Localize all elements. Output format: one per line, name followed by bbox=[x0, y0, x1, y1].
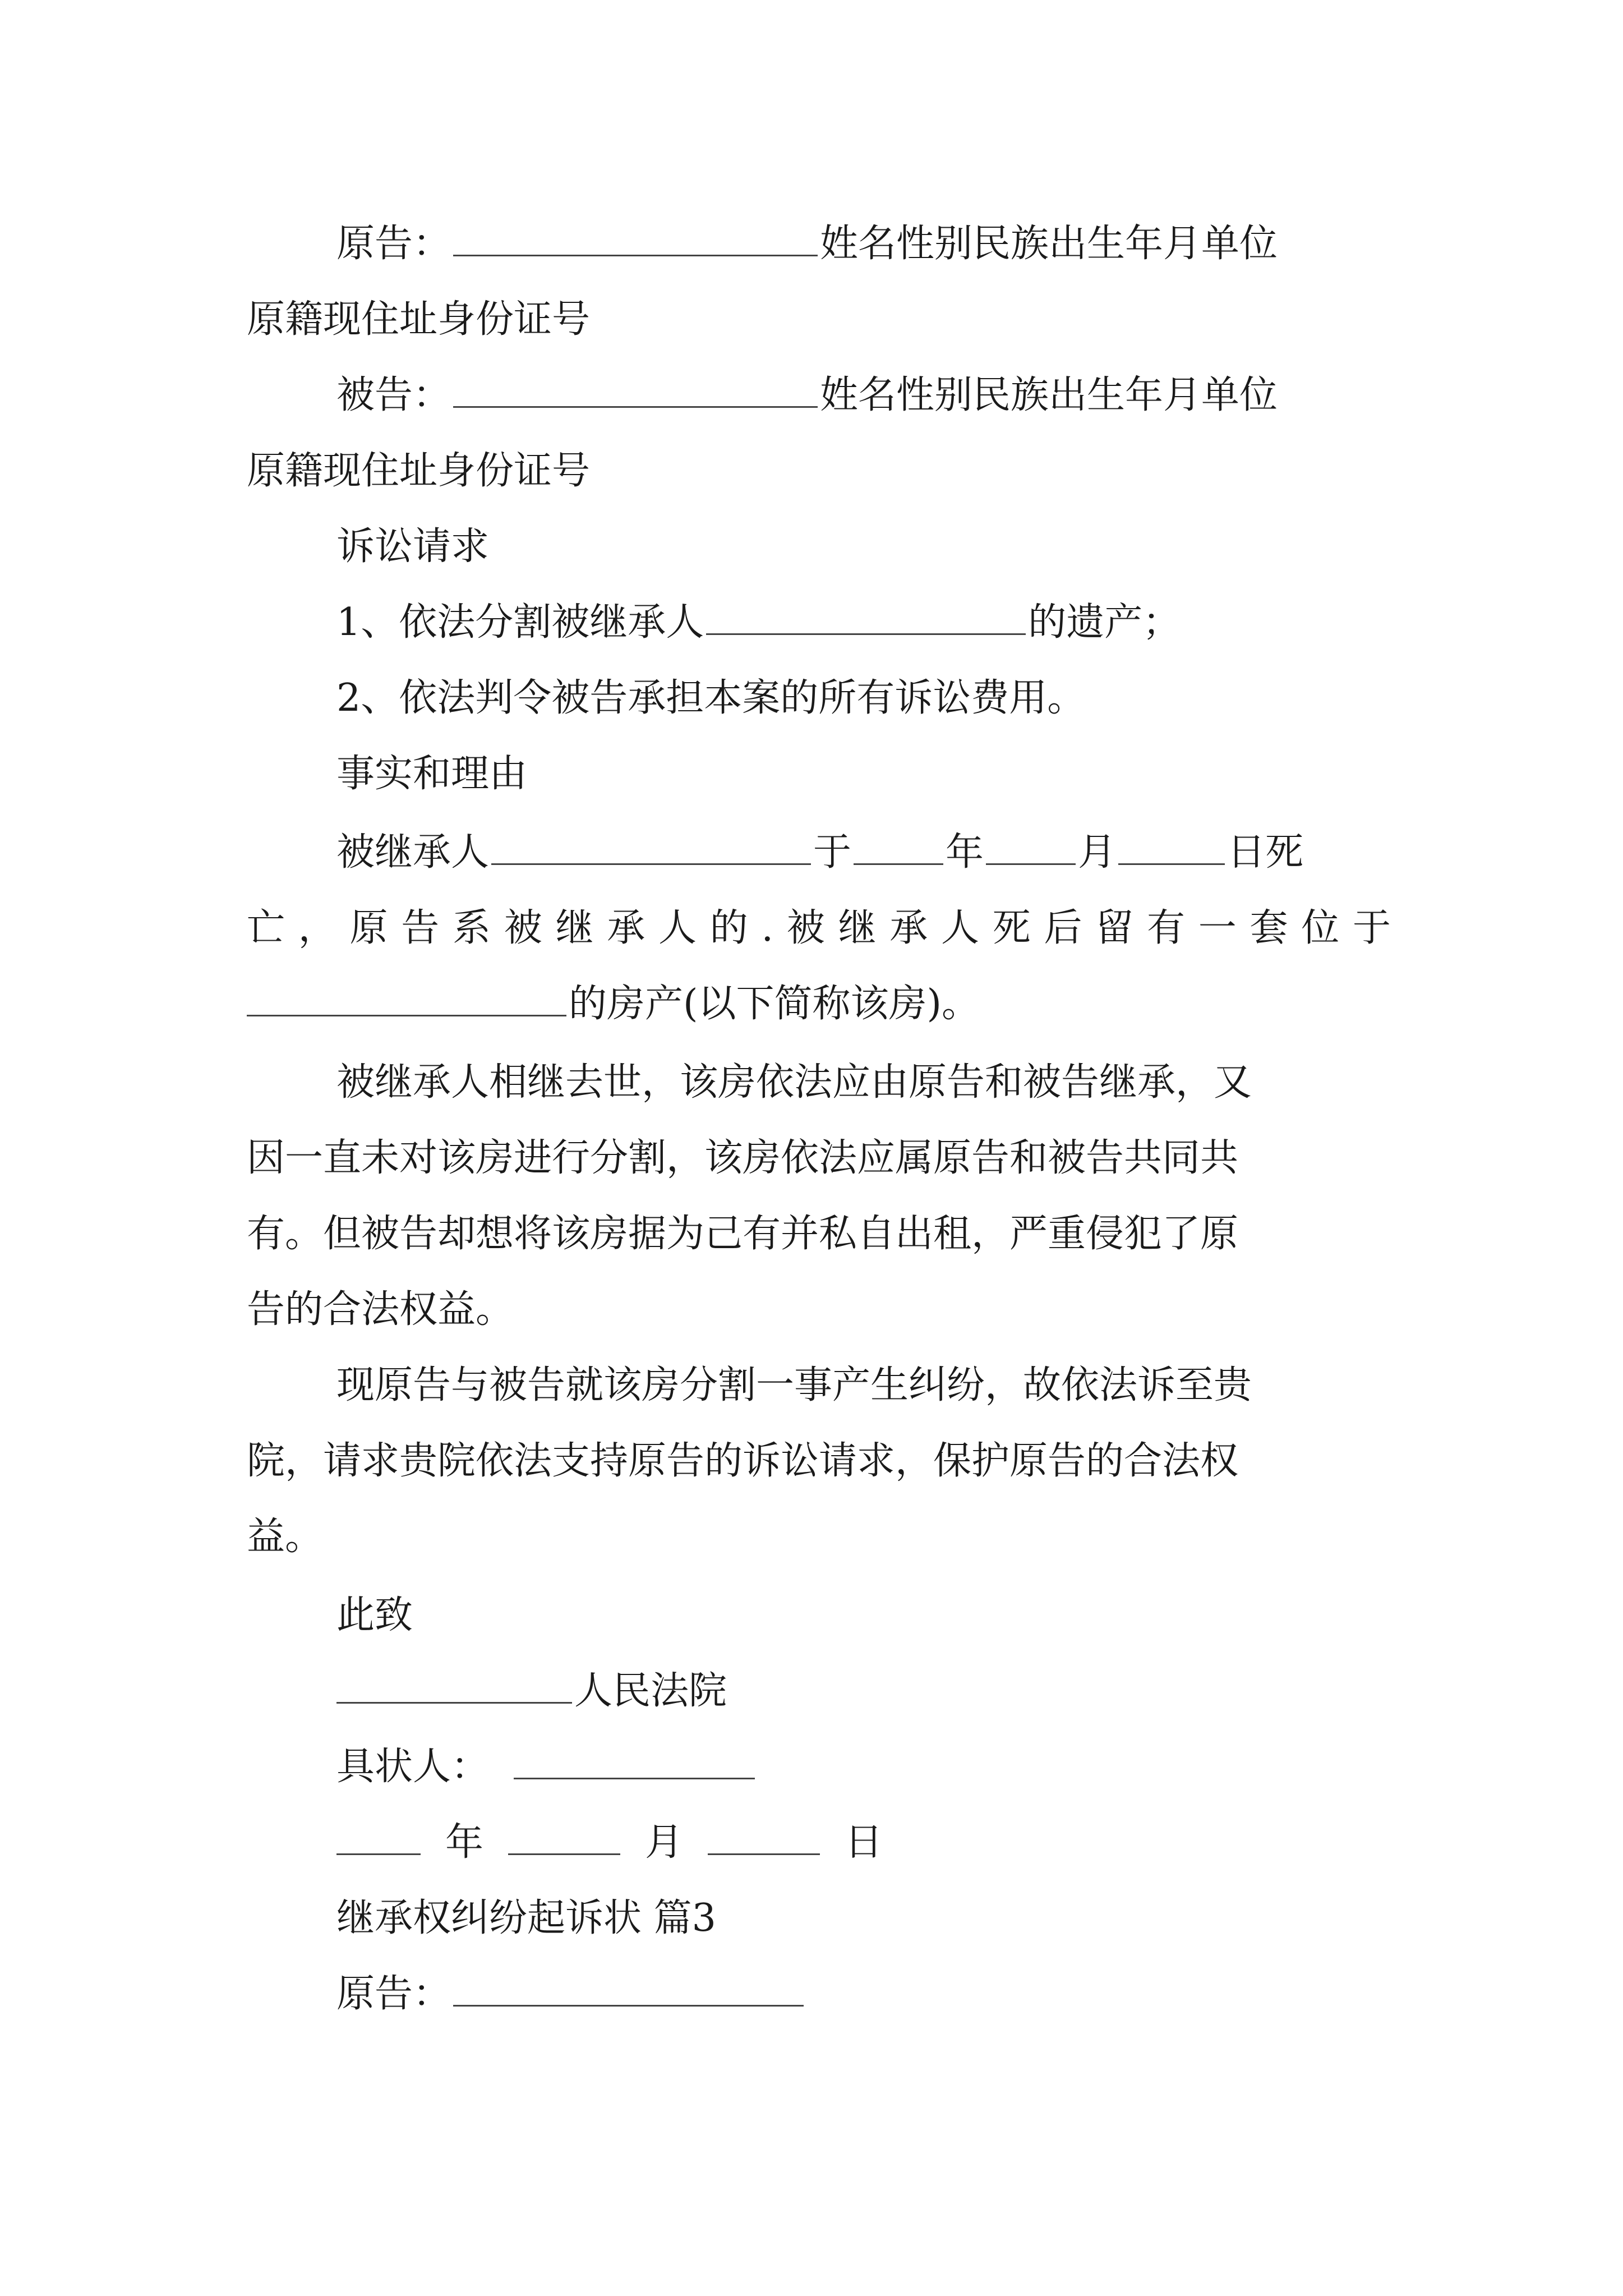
next-plaintiff-blank bbox=[453, 1970, 804, 2007]
defendant-blank bbox=[453, 371, 818, 408]
claim-1-blank bbox=[706, 599, 1026, 635]
plaintiff-fields: 姓名性别民族出生年月单位 bbox=[820, 222, 1278, 266]
next-section-title: 继承权纠纷起诉状 篇3 bbox=[336, 1896, 716, 1940]
next-plaintiff-line bbox=[336, 1966, 1391, 2022]
para-inheritance-1: 被继承人相继去世，该房依法应由原告和被告继承，又 bbox=[336, 1060, 1252, 1105]
para-dispute-3: 益。 bbox=[247, 1515, 324, 1559]
court-name-blank bbox=[336, 1667, 572, 1704]
claim-1 bbox=[336, 595, 1391, 651]
date-month-label: 月 bbox=[645, 1820, 684, 1865]
signer-line bbox=[336, 1739, 1391, 1795]
next-plaintiff-label: 原告： bbox=[336, 1972, 451, 2016]
para-dispute-2: 院，请求贵院依法支持原告的诉讼请求，保护原告的合法权 bbox=[247, 1439, 1239, 1483]
facts-at-label: 于 bbox=[813, 830, 852, 875]
property-location-blank bbox=[247, 980, 566, 1016]
day-died-label: 日死 bbox=[1227, 830, 1304, 875]
date-month-blank bbox=[508, 1819, 620, 1855]
year-label: 年 bbox=[946, 830, 984, 875]
section-claims-heading: 诉讼请求 bbox=[336, 524, 490, 569]
claim-1-end: 的遗产； bbox=[1028, 600, 1181, 645]
section-facts-heading: 事实和理由 bbox=[336, 752, 528, 796]
para-inheritance-4: 告的合法权益。 bbox=[247, 1287, 514, 1332]
para-dispute-1: 现原告与被告就该房分割一事产生纠纷，故依法诉至贵 bbox=[336, 1363, 1252, 1407]
plaintiff-fields-cont: 原籍现住址身份证号 bbox=[247, 297, 591, 342]
date-year-label: 年 bbox=[445, 1820, 484, 1865]
court-line bbox=[336, 1663, 1391, 1719]
facts-decedent-label: 被继承人 bbox=[336, 830, 490, 875]
closing-salutation: 此致 bbox=[336, 1593, 413, 1637]
plaintiff-blank bbox=[453, 220, 818, 256]
para-inheritance-3: 有。但被告却想将该房据为己有并私自出租，严重侵犯了原 bbox=[247, 1212, 1239, 1256]
property-desc: 的房产(以下简称该房)。 bbox=[569, 982, 980, 1026]
defendant-fields: 姓名性别民族出生年月单位 bbox=[820, 373, 1278, 417]
death-month-blank bbox=[986, 829, 1076, 865]
defendant-fields-cont: 原籍现住址身份证号 bbox=[247, 449, 591, 493]
facts-line-2: 亡，原告系被继承人的.被继承人死后留有一套位于 bbox=[247, 906, 1391, 950]
plaintiff-label: 原告： bbox=[336, 222, 451, 266]
defendant-line bbox=[336, 367, 1391, 424]
plaintiff-line bbox=[336, 216, 1391, 272]
court-label: 人民法院 bbox=[574, 1669, 727, 1713]
date-day-label: 日 bbox=[845, 1820, 883, 1865]
date-day-blank bbox=[708, 1819, 820, 1855]
date-line bbox=[336, 1815, 1391, 1871]
claim-1-text: 1、依法分割被继承人 bbox=[336, 600, 704, 645]
facts-line-1 bbox=[336, 825, 1391, 881]
death-day-blank bbox=[1118, 829, 1225, 865]
date-year-blank bbox=[336, 1819, 421, 1855]
decedent-name-blank bbox=[491, 829, 811, 865]
signer-blank bbox=[514, 1743, 755, 1779]
signer-label: 具状人： bbox=[336, 1745, 490, 1789]
claim-2: 2、依法判令被告承担本案的所有诉讼费用。 bbox=[336, 676, 1086, 720]
defendant-label: 被告： bbox=[336, 373, 451, 417]
facts-line-3 bbox=[247, 976, 1391, 1032]
death-year-blank bbox=[854, 829, 943, 865]
para-inheritance-2: 因一直未对该房进行分割，该房依法应属原告和被告共同共 bbox=[247, 1136, 1239, 1180]
month-label: 月 bbox=[1078, 830, 1117, 875]
